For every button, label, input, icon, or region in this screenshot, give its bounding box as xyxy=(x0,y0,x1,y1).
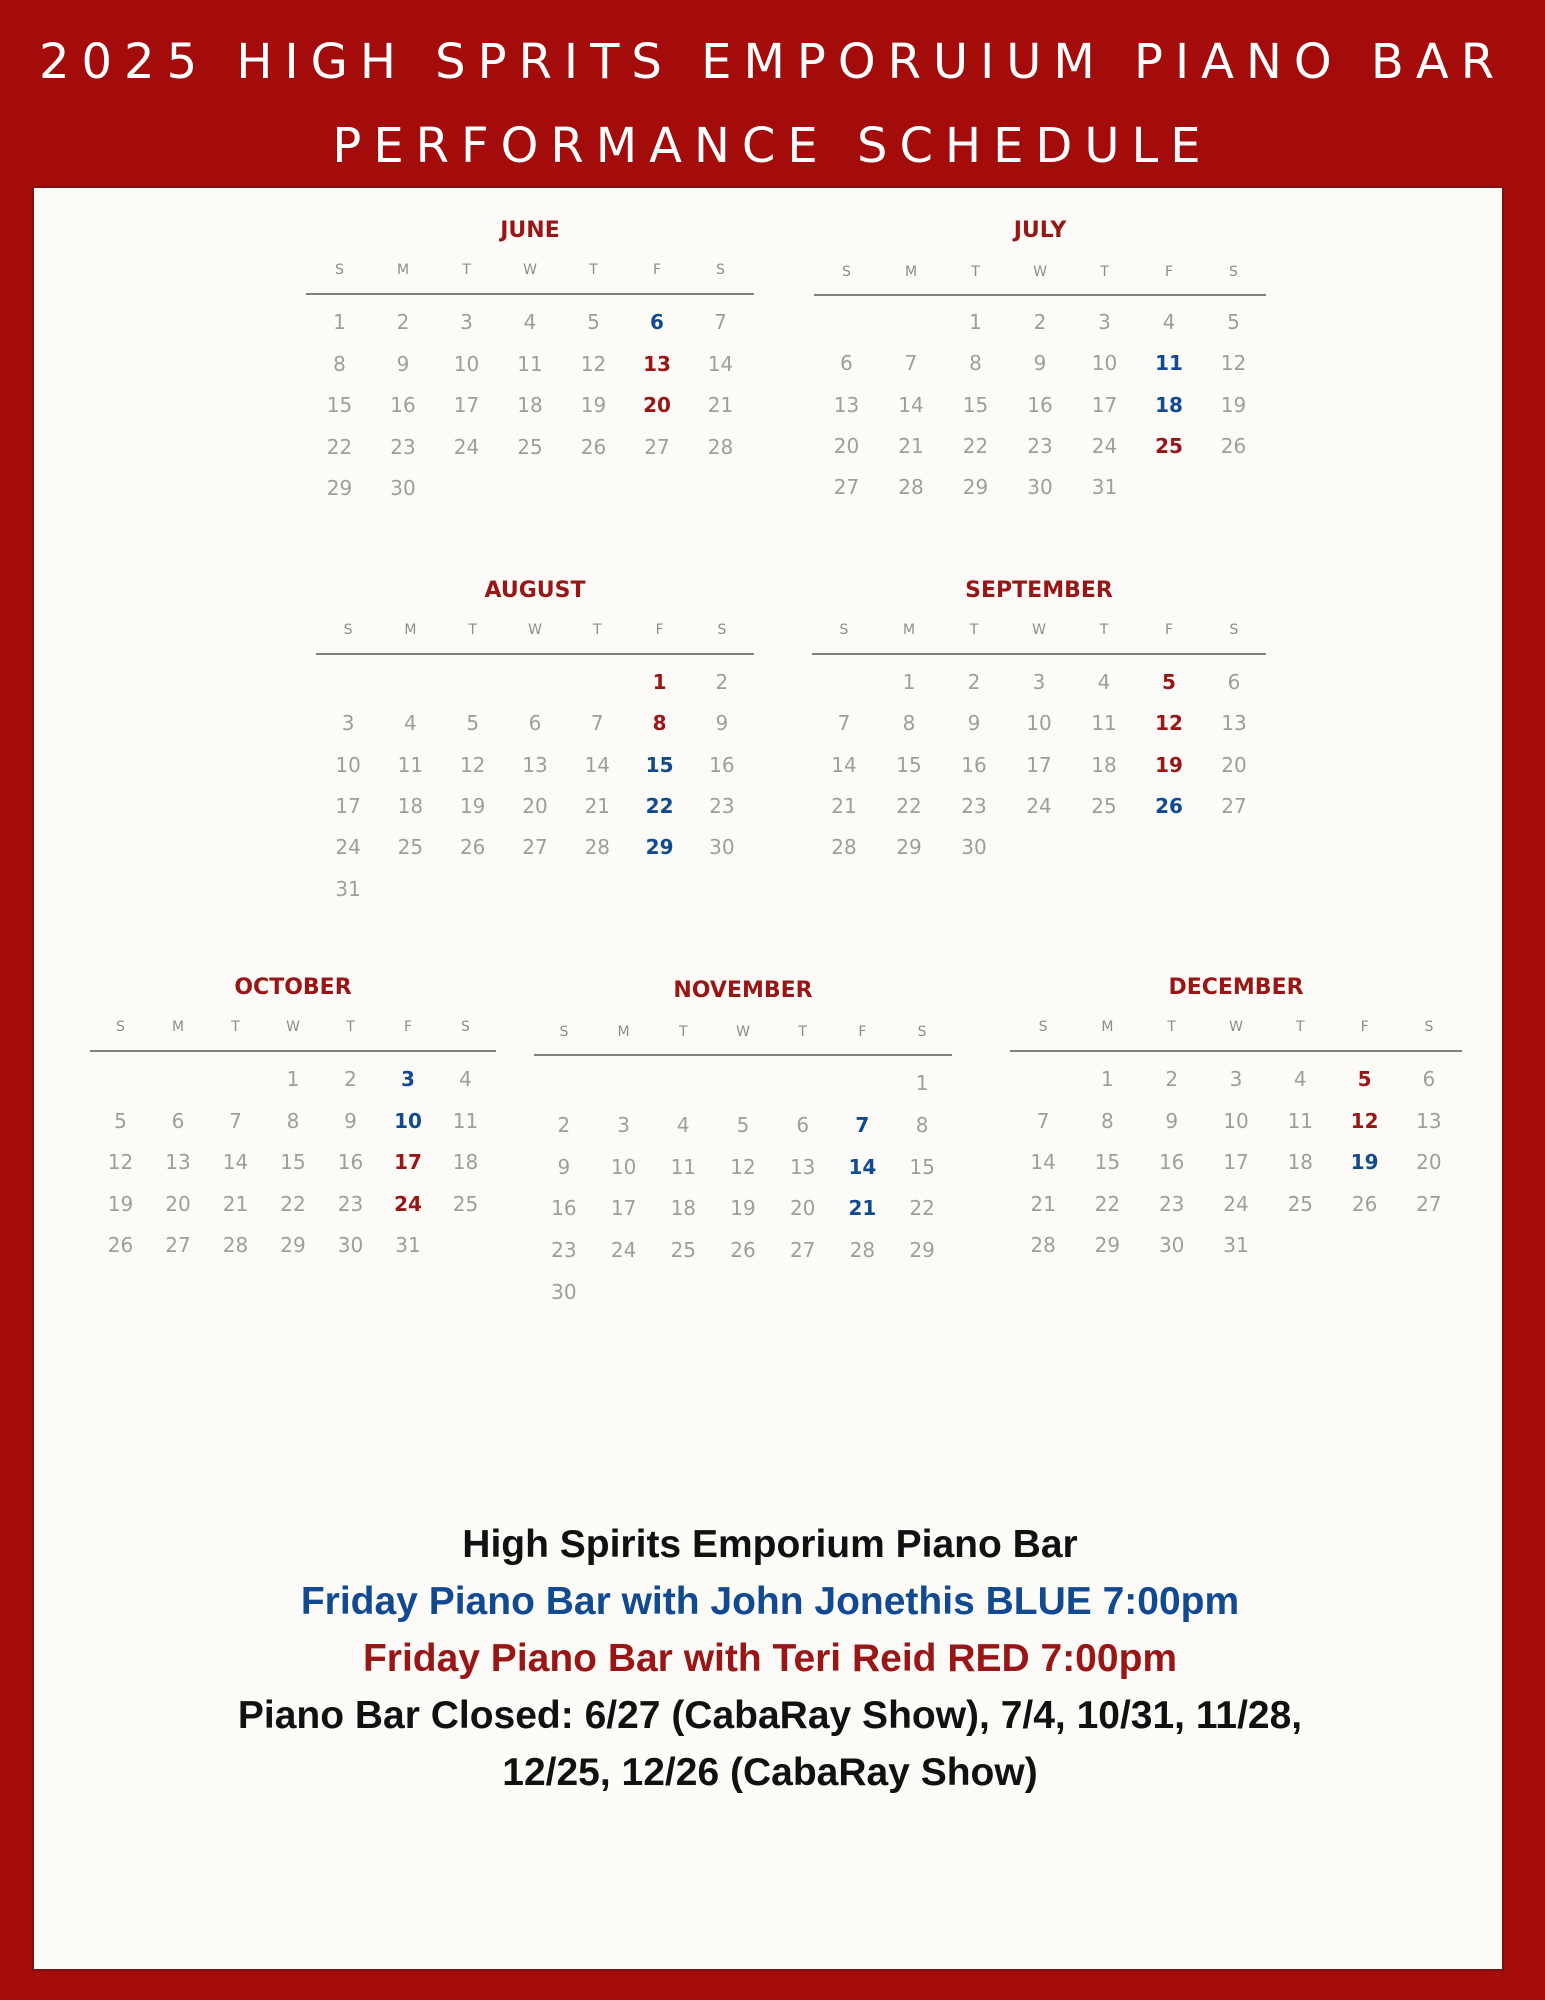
weekday-header: T xyxy=(462,262,471,278)
day-cell: 1 xyxy=(1101,1067,1114,1091)
day-cell: 19 xyxy=(580,393,607,417)
weekday-header: S xyxy=(1424,1019,1434,1035)
day-cell: 13 xyxy=(165,1150,191,1174)
day-cell: 21 xyxy=(1030,1191,1056,1216)
weekday-header: M xyxy=(404,622,417,638)
day-cell: 28 xyxy=(707,434,734,459)
day-cell: 5 xyxy=(114,1108,127,1133)
day-cell: 2 xyxy=(1165,1067,1179,1091)
day-cell: 8 xyxy=(333,351,346,376)
day-cell-blue-performance: 3 xyxy=(401,1067,415,1091)
month-july xyxy=(814,218,1266,558)
day-cell: 10 xyxy=(1091,351,1118,376)
header-rule xyxy=(306,293,754,295)
day-cell: 4 xyxy=(459,1067,472,1091)
day-cell: 23 xyxy=(961,793,987,818)
day-cell-blue-performance: 11 xyxy=(1155,351,1183,376)
month-november xyxy=(534,978,952,1322)
day-cell: 25 xyxy=(1287,1191,1314,1216)
day-cell: 2 xyxy=(344,1067,357,1091)
day-cell: 9 xyxy=(715,711,729,736)
day-cell: 21 xyxy=(584,793,611,818)
day-cell: 15 xyxy=(326,393,353,417)
day-cell: 20 xyxy=(165,1191,191,1216)
day-cell: 7 xyxy=(1036,1108,1050,1133)
day-cell: 1 xyxy=(902,670,916,694)
day-cell: 23 xyxy=(390,434,416,459)
day-cell: 13 xyxy=(833,392,860,417)
day-cell: 13 xyxy=(1416,1108,1442,1133)
day-cell: 7 xyxy=(904,351,918,376)
day-cell: 29 xyxy=(962,475,989,500)
day-cell: 12 xyxy=(1220,351,1247,376)
day-cell: 8 xyxy=(915,1112,929,1137)
month-june xyxy=(306,218,754,559)
day-cell: 29 xyxy=(280,1233,306,1257)
day-cell: 20 xyxy=(789,1196,816,1221)
day-cell: 6 xyxy=(171,1108,185,1133)
day-cell: 3 xyxy=(460,310,473,334)
day-cell: 29 xyxy=(909,1238,935,1263)
weekday-header: W xyxy=(1032,622,1046,638)
weekday-header: S xyxy=(559,1024,569,1040)
day-cell: 1 xyxy=(969,310,982,334)
day-cell: 31 xyxy=(1091,475,1118,500)
day-cell: 3 xyxy=(341,711,355,736)
day-cell: 26 xyxy=(1351,1191,1378,1216)
day-cell: 22 xyxy=(326,434,353,459)
day-cell-red-performance: 12 xyxy=(1155,711,1183,736)
day-cell: 18 xyxy=(1287,1150,1314,1174)
weekday-header: S xyxy=(1229,264,1238,280)
day-cell: 23 xyxy=(551,1238,577,1263)
footer-blue-legend: Friday Piano Bar with John Jonethis BLUE 7:00pm xyxy=(300,1580,1240,1623)
weekday-header: T xyxy=(969,622,979,638)
weekday-header: T xyxy=(231,1019,240,1035)
day-cell-red-performance: 5 xyxy=(1357,1067,1372,1091)
day-cell: 6 xyxy=(1422,1067,1436,1091)
day-cell: 17 xyxy=(1026,752,1052,777)
day-cell-blue-performance: 26 xyxy=(1155,793,1183,818)
day-cell: 23 xyxy=(1158,1191,1185,1216)
weekday-header: W xyxy=(1033,264,1047,280)
day-cell-red-performance: 13 xyxy=(643,351,671,376)
day-cell: 2 xyxy=(715,670,729,694)
day-cell: 6 xyxy=(796,1112,810,1137)
header-rule xyxy=(90,1050,496,1052)
day-cell: 27 xyxy=(789,1238,816,1263)
weekday-header: T xyxy=(1099,622,1109,638)
weekday-header: S xyxy=(917,1024,927,1040)
weekday-header: T xyxy=(593,622,602,638)
day-cell: 18 xyxy=(517,393,543,417)
weekday-header: F xyxy=(858,1024,867,1040)
day-cell: 16 xyxy=(551,1196,577,1221)
weekday-header: T xyxy=(346,1019,355,1035)
day-cell: 2 xyxy=(557,1112,571,1137)
day-cell: 30 xyxy=(551,1280,577,1304)
day-cell-red-performance: 25 xyxy=(1155,433,1183,458)
day-cell: 24 xyxy=(610,1238,637,1263)
day-cell: 17 xyxy=(1223,1150,1249,1174)
day-cell: 17 xyxy=(1091,392,1118,417)
day-cell: 31 xyxy=(395,1233,421,1257)
weekday-header: T xyxy=(971,264,980,280)
weekday-header: T xyxy=(468,622,477,638)
day-cell: 1 xyxy=(333,310,346,334)
day-cell: 17 xyxy=(453,393,480,417)
day-cell: 2 xyxy=(1033,310,1047,334)
day-cell: 27 xyxy=(165,1233,191,1257)
weekday-header: M xyxy=(1101,1019,1114,1035)
weekday-header: W xyxy=(528,622,542,638)
day-cell: 24 xyxy=(453,434,480,459)
day-cell: 4 xyxy=(1162,310,1176,334)
weekday-header: M xyxy=(904,264,918,280)
day-cell: 26 xyxy=(580,434,607,459)
day-cell: 25 xyxy=(397,835,424,860)
day-cell: 16 xyxy=(709,752,735,777)
day-cell: 29 xyxy=(1094,1233,1121,1257)
day-cell: 24 xyxy=(1026,793,1052,818)
day-cell: 4 xyxy=(523,310,537,334)
day-cell: 27 xyxy=(644,434,670,459)
day-cell: 27 xyxy=(1416,1191,1442,1216)
day-cell: 15 xyxy=(962,392,989,417)
day-cell: 30 xyxy=(709,835,735,860)
day-cell-blue-performance: 19 xyxy=(1350,1150,1379,1174)
day-cell: 4 xyxy=(676,1112,690,1137)
day-cell-blue-performance: 6 xyxy=(650,310,664,334)
day-cell-blue-performance: 15 xyxy=(645,752,674,777)
day-cell: 19 xyxy=(730,1196,756,1221)
day-cell: 12 xyxy=(107,1150,134,1174)
day-cell: 4 xyxy=(1293,1067,1307,1091)
day-cell: 20 xyxy=(522,793,548,818)
month-name: DECEMBER xyxy=(1168,975,1304,1000)
day-cell: 22 xyxy=(896,793,922,818)
day-cell: 10 xyxy=(453,351,480,376)
day-cell: 27 xyxy=(1221,793,1247,818)
day-cell: 7 xyxy=(714,310,727,334)
day-cell: 13 xyxy=(522,752,548,777)
day-cell: 14 xyxy=(898,392,924,417)
day-cell-blue-performance: 14 xyxy=(848,1154,877,1179)
day-cell: 16 xyxy=(1158,1150,1185,1174)
day-cell: 23 xyxy=(1027,433,1053,458)
weekday-header: T xyxy=(1167,1019,1176,1035)
day-cell: 10 xyxy=(1026,711,1052,736)
day-cell-blue-performance: 18 xyxy=(1155,392,1183,417)
day-cell: 28 xyxy=(898,475,924,500)
day-cell: 28 xyxy=(1030,1233,1056,1257)
day-cell: 9 xyxy=(344,1108,357,1133)
day-cell: 27 xyxy=(833,475,860,500)
day-cell: 24 xyxy=(335,835,361,860)
day-cell: 9 xyxy=(557,1154,571,1179)
day-cell: 9 xyxy=(396,351,410,376)
day-cell: 11 xyxy=(517,351,543,376)
day-cell: 22 xyxy=(280,1191,306,1216)
day-cell-red-performance: 24 xyxy=(394,1191,422,1216)
weekday-header: S xyxy=(717,622,727,638)
day-cell: 7 xyxy=(837,711,851,736)
day-cell: 16 xyxy=(1027,392,1053,417)
month-name: AUGUST xyxy=(484,578,586,603)
day-cell: 29 xyxy=(896,835,922,860)
day-cell: 14 xyxy=(831,752,857,777)
day-cell: 12 xyxy=(459,752,486,777)
day-cell: 2 xyxy=(967,670,981,694)
weekday-header: M xyxy=(902,622,916,638)
day-cell: 30 xyxy=(337,1233,364,1257)
day-cell: 9 xyxy=(1033,351,1047,376)
page-title-line2: PERFORMANCE SCHEDULE xyxy=(332,118,1213,174)
day-cell: 31 xyxy=(1223,1233,1249,1257)
day-cell: 11 xyxy=(1287,1108,1314,1133)
weekday-header: M xyxy=(617,1024,630,1040)
day-cell: 3 xyxy=(1229,1067,1243,1091)
weekday-header: S xyxy=(1038,1019,1048,1035)
day-cell-red-performance: 17 xyxy=(394,1150,422,1174)
day-cell: 18 xyxy=(1091,752,1117,777)
day-cell: 3 xyxy=(1098,310,1111,334)
weekday-header: T xyxy=(679,1024,688,1040)
weekday-header: T xyxy=(1296,1019,1305,1035)
day-cell: 9 xyxy=(967,711,981,736)
footer-closed-line2: 12/25, 12/26 (CabaRay Show) xyxy=(502,1751,1038,1794)
day-cell: 10 xyxy=(610,1154,637,1179)
header-rule xyxy=(812,653,1266,655)
day-cell: 26 xyxy=(459,835,486,860)
day-cell-red-performance: 8 xyxy=(652,711,667,736)
day-cell-blue-performance: 29 xyxy=(645,835,674,860)
weekday-header: F xyxy=(652,262,662,278)
day-cell: 30 xyxy=(1027,475,1053,500)
day-cell: 2 xyxy=(396,310,410,334)
month-september xyxy=(812,578,1266,918)
day-cell: 11 xyxy=(670,1154,697,1179)
day-cell: 23 xyxy=(337,1191,364,1216)
day-cell: 4 xyxy=(404,711,417,736)
day-cell: 15 xyxy=(896,752,922,777)
header-rule xyxy=(316,653,754,655)
day-cell: 25 xyxy=(517,434,543,459)
weekday-header: M xyxy=(396,262,410,278)
day-cell: 9 xyxy=(1165,1108,1179,1133)
day-cell: 25 xyxy=(670,1238,697,1263)
weekday-header: S xyxy=(839,622,849,638)
weekday-header: T xyxy=(798,1024,807,1040)
month-name: OCTOBER xyxy=(234,975,352,1000)
day-cell: 21 xyxy=(831,793,857,818)
day-cell: 29 xyxy=(326,476,353,500)
day-cell: 24 xyxy=(1091,433,1118,458)
day-cell-blue-performance: 7 xyxy=(855,1112,870,1137)
day-cell: 21 xyxy=(707,393,734,417)
day-cell: 11 xyxy=(452,1108,479,1133)
day-cell: 18 xyxy=(670,1196,697,1221)
day-cell: 25 xyxy=(452,1191,479,1216)
page-title-line1: 2025 HIGH SPRITS EMPORUIUM PIANO BAR xyxy=(38,34,1507,90)
month-august xyxy=(316,578,754,918)
day-cell: 14 xyxy=(1030,1150,1056,1174)
day-cell: 3 xyxy=(617,1112,630,1137)
day-cell: 28 xyxy=(584,835,611,860)
day-cell: 5 xyxy=(736,1112,750,1137)
day-cell: 26 xyxy=(1220,433,1247,458)
weekday-header: S xyxy=(461,1019,470,1035)
day-cell: 26 xyxy=(730,1238,756,1263)
day-cell: 10 xyxy=(335,752,361,777)
day-cell: 13 xyxy=(1221,711,1247,736)
day-cell: 17 xyxy=(610,1196,637,1221)
day-cell: 12 xyxy=(730,1154,756,1179)
day-cell: 11 xyxy=(1091,711,1117,736)
day-cell-red-performance: 19 xyxy=(1155,752,1183,777)
day-cell: 21 xyxy=(898,433,924,458)
weekday-header: S xyxy=(1229,622,1239,638)
day-cell: 16 xyxy=(390,393,416,417)
day-cell: 12 xyxy=(580,351,607,376)
day-cell-red-performance: 20 xyxy=(643,393,671,417)
day-cell: 16 xyxy=(961,752,987,777)
day-cell: 4 xyxy=(1097,670,1111,694)
day-cell: 22 xyxy=(909,1196,935,1221)
day-cell: 18 xyxy=(397,793,424,818)
header-rule xyxy=(534,1054,952,1056)
weekday-header: S xyxy=(335,262,344,278)
day-cell: 15 xyxy=(280,1150,306,1174)
month-december xyxy=(1010,975,1462,1316)
day-cell: 6 xyxy=(840,351,853,376)
day-cell: 31 xyxy=(335,876,361,901)
day-cell: 6 xyxy=(528,711,542,736)
weekday-header: T xyxy=(589,262,598,278)
weekday-header: S xyxy=(716,262,725,278)
day-cell: 10 xyxy=(1223,1108,1249,1133)
day-cell: 19 xyxy=(1220,392,1247,417)
day-cell: 24 xyxy=(1223,1191,1249,1216)
weekday-header: F xyxy=(403,1019,413,1035)
day-cell: 14 xyxy=(707,351,734,376)
day-cell: 3 xyxy=(1032,670,1046,694)
day-cell: 19 xyxy=(107,1191,134,1216)
weekday-header: S xyxy=(842,264,851,280)
day-cell: 27 xyxy=(522,835,548,860)
day-cell: 30 xyxy=(961,835,987,860)
day-cell: 22 xyxy=(1094,1191,1121,1216)
day-cell: 15 xyxy=(1094,1150,1121,1174)
day-cell: 14 xyxy=(584,752,611,777)
day-cell: 21 xyxy=(222,1191,249,1216)
day-cell: 28 xyxy=(831,835,857,860)
day-cell: 30 xyxy=(1158,1233,1185,1257)
day-cell: 22 xyxy=(962,433,989,458)
day-cell: 5 xyxy=(466,711,480,736)
day-cell: 28 xyxy=(849,1238,876,1263)
day-cell: 8 xyxy=(1101,1108,1114,1133)
day-cell: 20 xyxy=(833,433,860,458)
weekday-header: S xyxy=(343,622,353,638)
day-cell-red-performance: 1 xyxy=(652,670,667,694)
weekday-header: F xyxy=(1360,1019,1369,1035)
day-cell: 1 xyxy=(286,1067,300,1091)
day-cell: 28 xyxy=(222,1233,249,1257)
day-cell: 8 xyxy=(969,351,982,376)
month-october xyxy=(90,975,496,1316)
weekday-header: S xyxy=(116,1019,125,1035)
day-cell: 7 xyxy=(590,711,604,736)
header-rule xyxy=(814,294,1266,296)
day-cell: 7 xyxy=(229,1108,242,1133)
day-cell: 13 xyxy=(789,1154,816,1179)
day-cell: 17 xyxy=(335,793,361,818)
weekday-header: F xyxy=(1164,622,1174,638)
month-name: NOVEMBER xyxy=(673,978,813,1003)
day-cell: 6 xyxy=(1227,670,1241,694)
day-cell-blue-performance: 22 xyxy=(645,793,674,818)
day-cell: 5 xyxy=(1227,310,1240,334)
footer-red-legend: Friday Piano Bar with Teri Reid RED 7:00pm xyxy=(362,1637,1178,1680)
day-cell: 20 xyxy=(1221,752,1247,777)
day-cell: 15 xyxy=(909,1154,935,1179)
footer-closed-line1: Piano Bar Closed: 6/27 (CabaRay Show), 7/4, 10/31, 11/28, xyxy=(237,1694,1303,1737)
weekday-header: W xyxy=(523,262,537,278)
weekday-header: F xyxy=(1164,264,1174,280)
month-name: JULY xyxy=(1013,218,1067,243)
day-cell: 16 xyxy=(337,1150,364,1174)
day-cell: 14 xyxy=(222,1150,249,1174)
footer-venue: High Spirits Emporium Piano Bar xyxy=(462,1523,1078,1566)
weekday-header: W xyxy=(736,1024,750,1040)
day-cell: 19 xyxy=(459,793,486,818)
header-rule xyxy=(1010,1050,1462,1052)
day-cell-blue-performance: 10 xyxy=(394,1108,422,1133)
weekday-header: F xyxy=(655,622,664,638)
month-name: JUNE xyxy=(500,218,560,243)
day-cell: 20 xyxy=(1416,1150,1442,1174)
weekday-header: T xyxy=(1100,264,1109,280)
day-cell-red-performance: 12 xyxy=(1350,1108,1379,1133)
weekday-header: W xyxy=(1229,1019,1243,1035)
day-cell: 23 xyxy=(709,793,735,818)
day-cell: 30 xyxy=(390,476,416,500)
month-name: SEPTEMBER xyxy=(965,578,1113,603)
calendar-panel xyxy=(32,186,1504,1971)
day-cell: 26 xyxy=(107,1233,134,1257)
day-cell: 8 xyxy=(902,711,916,736)
day-cell-red-performance: 5 xyxy=(1162,670,1176,694)
day-cell-blue-performance: 21 xyxy=(848,1196,877,1221)
day-cell: 25 xyxy=(1091,793,1117,818)
day-cell: 18 xyxy=(452,1150,479,1174)
day-cell: 11 xyxy=(397,752,424,777)
weekday-header: W xyxy=(286,1019,300,1035)
day-cell: 5 xyxy=(587,310,600,334)
day-cell: 8 xyxy=(286,1108,300,1133)
day-cell: 1 xyxy=(915,1071,929,1095)
weekday-header: M xyxy=(171,1019,185,1035)
